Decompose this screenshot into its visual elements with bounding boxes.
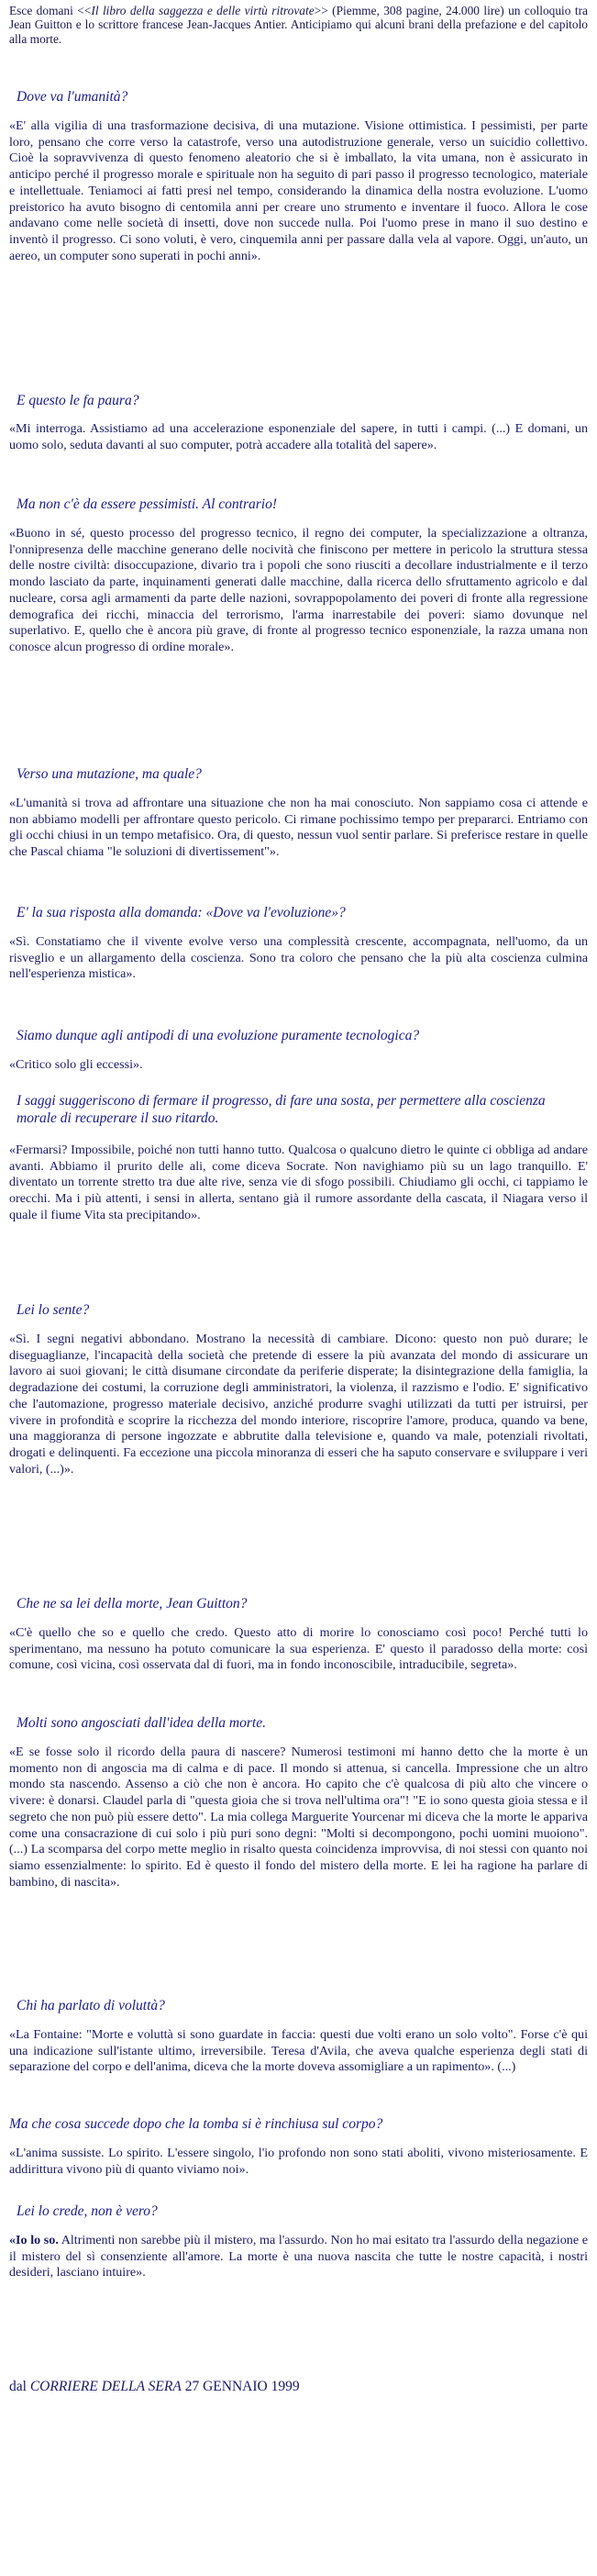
answer-13-text: Altrimenti non sarebbe più il mistero, ma l'assurdo. Non ho mai esitato tra l'assurdo della negazione e il mistero del sì consenziente all'amore. La morte è una nuova nascita che tutte le nostre capacità, i nostri desideri, lasciano intuire».: [9, 2233, 588, 2280]
intro-text-1: Esce domani <<: [9, 4, 92, 17]
answer-2: «Mi interroga. Assistiamo ad una accelerazione esponenziale del sapere, in tutti i campi. (...) E domani, un uomo solo, seduta davanti al suo computer, potrà accadere alla totalità del sapere».: [9, 421, 588, 452]
question-12: Ma che cosa succede dopo che la tomba si è rinchiusa sul corpo?: [9, 2116, 383, 2132]
answer-11: «La Fontaine: "Morte e voluttà si sono guardate in faccia: questi due volti erano un solo volto". Forse c'è qui una indicazione sull'istante ultimo, irreversibile. Teresa d'Avila, che aveva qualche esperienza degli stati di separazione del corpo e dell'anima, diceva che la morte doveva assomigliare a un rapimento». (...): [9, 2027, 588, 2075]
question-13: Lei lo crede, non è vero?: [17, 2203, 158, 2219]
answer-8: «Sì. I segni negativi abbondano. Mostrano la necessità di cambiare. Dicono: questo non può durare; le diseguaglianze, l'incapacità della società che pretende di essere la più avanzata del mondo di assicurare un lavoro ai suoi giovani; le città disumane circondate da periferie disperate; la disintegrazione della famiglia, la degradazione dei costumi, la corruzione degli amministratori, la violenza, il razzismo e l'odio. E' significativo che l'automazione, progresso materiale decisivo, anziché produrre svaghi utilizzati da tutti per istruirsi, per vivere in profondità e scoprire la ricchezza del mondo interiore, riscoprire l'amore, produca, quando va bene, una maggioranza di persone ingozzate e abbrutite dalla televisione e, quando va male, potenziali rivoltati, drogati e delinquenti. Fa eccezione una piccola minoranza di esseri che ha saputo conservare e sviluppare i veri valori, (...)».: [9, 1332, 588, 1477]
source-date: 27 GENNAIO 1999: [181, 2379, 300, 2394]
question-7: I saggi suggeriscono di fermare il progresso, di fare una sosta, per permettere alla coscienza morale di recuperare il suo ritardo.: [17, 1093, 546, 1126]
answer-13: [9, 2233, 588, 2281]
answer-13-emphasis: «Io lo so.: [9, 2233, 59, 2247]
question-1: Dove va l'umanità?: [17, 89, 128, 105]
question-11: Chi ha parlato di voluttà?: [17, 1998, 165, 2013]
source-prefix: dal: [9, 2379, 30, 2394]
answer-6: «Critico solo gli eccessi».: [9, 1057, 143, 1072]
answer-9: «C'è quello che so e quello che credo. Questo atto di morire lo conosciamo così poco! Perché tutti lo sperimentano, ma nessuno ha potuto comunicare la sua esperienza. E' questo il paradosso della morte: così comune, così vicina, così osservata dal di fuori, ma in fondo inconoscibile, intraducibile, segreta».: [9, 1625, 588, 1673]
book-title: Il libro della saggezza e delle virtù ritrovate: [91, 4, 315, 17]
answer-7: «Fermarsi? Impossibile, poiché non tutti hanno tutto. Qualcosa o qualcuno dietro le quinte ci obbliga ad andare avanti. Abbiamo il prurito delle ali, come diceva Socrate. Non navighiamo più su un lago tranquillo. E' diventato un torrente stretto tra due alte rive, senza vie di sfogo possibili. Chiudiamo gli occhi, ci tappiamo le orecchi. Ma i più attenti, i sensi in allerta, sentano già il rumore assordante della cascata, il Niagara verso il quale il fiume Vita sta precipitando».: [9, 1143, 588, 1222]
question-8: Lei lo sente?: [17, 1302, 90, 1318]
question-3: Ma non c'è da essere pessimisti. Al contrario!: [17, 496, 278, 512]
question-4: Verso una mutazione, ma quale?: [17, 766, 202, 782]
answer-10: «E se fosse solo il ricordo della paura di nascere? Numerosi testimoni mi hanno detto che la morte è un momento non di angoscia ma di calma e di pace. Il mondo si attenua, si cancella. Impressione che un altro mondo sta nascendo. Assenso a ciò che non è ancora. Ho capito che c'è qualcosa di più alto che vincere o vivere: è donarsi. Claudel parla di "questa gioia che si trova nell'ultima ora"! "E io sono questa gioia stessa e il segreto che non può più essere detto". La mia collega Marguerite Yourcenar mi diceva che la morte le appariva come una consacrazione di cui solo i più puri sono degni: "Molti si decompongono, pochi uomini muoiono". (...) La scomparsa del corpo mette meglio in risalto questa coincidenza improvvisa, di noi stessi con quanto noi siamo essenzialmente: lo spirito. Ed è questo il fondo del mistero della morte. E lei ha ragione ha parlare di bambino, di nascita».: [9, 1745, 588, 1890]
question-5: E' la sua risposta alla domanda: «Dove va l'evoluzione»?: [17, 905, 346, 920]
question-10: Molti sono angosciati dall'idea della morte.: [17, 1715, 266, 1731]
answer-4: «L'umanità si trova ad affrontare una situazione che non ha mai conosciuto. Non sappiamo cosa ci attende e non abbiamo modelli per affrontare questo pericolo. Ci rimane pochissimo tempo per prepararci. Entriamo con gli occhi chiusi in un tempo metafisico. Ora, di questo, nessun vuol sentir parlare. Si preferisce restare in quelle che Pascal chiama "le soluzioni di divertissement"».: [9, 796, 588, 860]
question-9: Che ne sa lei della morte, Jean Guitton?: [17, 1596, 248, 1611]
question-6: Siamo dunque agli antipodi di una evoluzione puramente tecnologica?: [17, 1028, 420, 1043]
answer-12: «L'anima sussiste. Lo spirito. L'essere singolo, l'io profondo non sono stati aboliti, vivono misteriosamente. E addirittura vivono più di quanto viviamo noi».: [9, 2146, 588, 2177]
answer-3: «Buono in sé, questo processo del progresso tecnico, il regno dei computer, la specializzazione a oltranza, l'onnipresenza delle macchine generano delle nocività che finiscono per mettere in pericolo la struttura stessa delle nostre civiltà: disoccupazione, divario tra i popoli che sono riusciti a decollare industrialmente e il terzo mondo lasciato da parte, inquinamenti generati dalle macchine, dalla ricerca dello sfruttamento agricolo e dal nucleare, corsa agli armamenti da parte delle nazioni, sovrappopolamento dei poveri di fronte alla regressione demografica dei ricchi, minaccia del terrorismo, l'arma inarrestabile dei poveri: siamo dovunque nel superlativo. E, quello che è ancora più grave, di fronte al progresso tecnico esponenziale, la razza umana non conosce alcun progresso di ordine morale».: [9, 526, 588, 654]
intro-text-2: >> (Piemme, 308 pagine, 24.000 lire) un colloquio tra Jean Guitton e lo scrittore francese Jean-Jacques Antier. Anticipiamo qui alcuni brani della prefazione e del capitolo alla morte.: [9, 4, 588, 46]
source-line: [9, 2379, 588, 2395]
intro-paragraph: [9, 2, 588, 46]
answer-1: «E' alla vigilia di una trasformazione decisiva, di una mutazione. Visione ottimistica. I pessimisti, per parte loro, pensano che corre verso la catastrofe, verso una autodistruzione generale, verso un suicidio collettivo. Cioè la sopravvivenza di questo fenomeno aleatorio che si è imballato, la vita umana, non è assicurato in anticipo perché il progresso morale e spirituale non ha seguito di pari passo il progresso tecnologico, materiale e intellettuale. Teniamoci ai fatti presi nel tempo, considerando la dinamica della nostra evoluzione. L'uomo preistorico ha avuto bisogno di centomila anni per creare uno strumento e inventare il fuoco. Allora le cose andavano come nelle società di insetti, dove non succede nulla. Poi l'uomo prese in mano il suo destino e inventò il progresso. Ci sono voluti, è vero, cinquemila anni per passare dalla vela al vapore. Oggi, un'auto, un aereo, un computer sono superati in pochi anni».: [9, 118, 588, 263]
newspaper-name: CORRIERE DELLA SERA: [29, 2379, 182, 2394]
question-2: E questo le fa paura?: [17, 393, 139, 408]
answer-5: «Sì. Constatiamo che il vivente evolve verso una complessità crescente, accompagnata, nell'uomo, da un risveglio e un allargamento della coscienza. Sono tra coloro che pensano che la più alta coscienza culmina nell'esperienza mistica».: [9, 934, 588, 982]
